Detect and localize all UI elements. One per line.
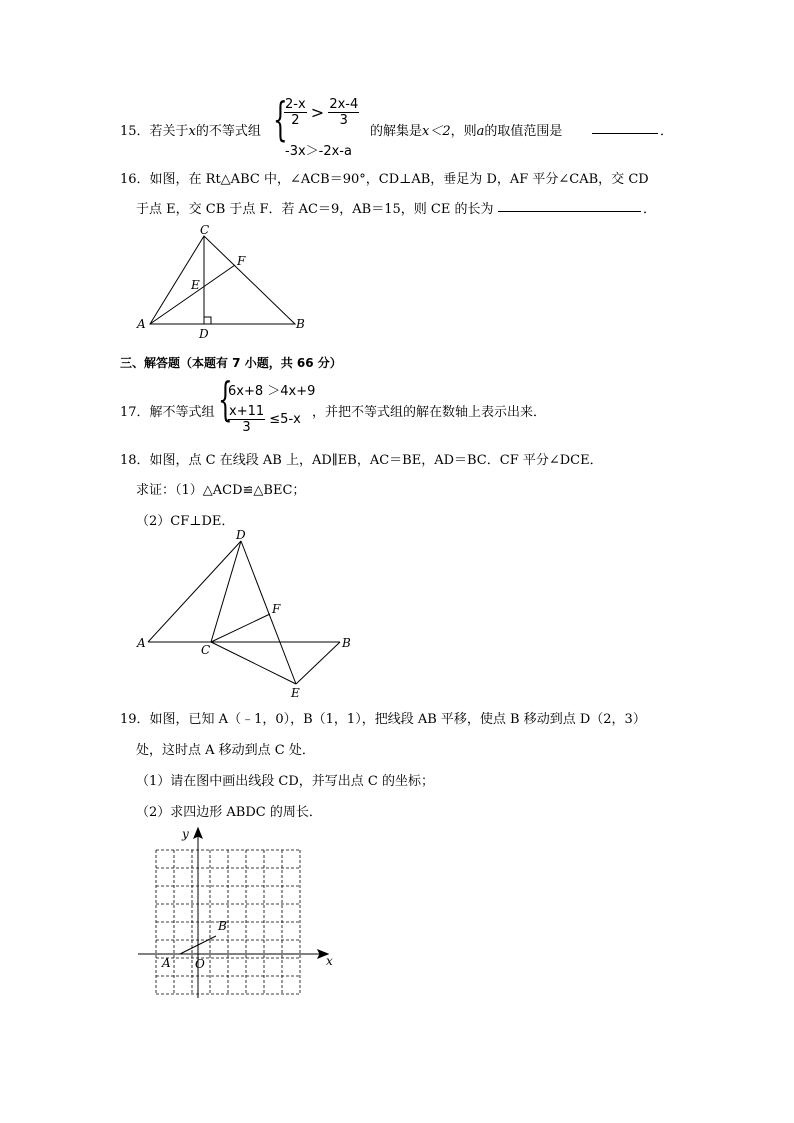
label-o: O (195, 957, 205, 971)
label-a: A (137, 636, 146, 650)
q16-answer-blank (498, 199, 641, 212)
segment-cd (211, 541, 241, 642)
q15-prefix: 15．若关于x的不等式组 (120, 124, 261, 139)
y-axis-arrow (194, 828, 202, 838)
q19-line-1: 19．如图，已知 A（﹣1，0），B（1，1），把线段 AB 平移，使点 B 移动到点 D（2，3） (120, 712, 646, 727)
q15-inequality-2: -3x＞-2x-a (285, 144, 352, 159)
segment-be (296, 642, 340, 684)
q15-suffix: 的解集是x＜2，则a的取值范围是 (370, 124, 563, 139)
right-angle-mark (204, 317, 211, 324)
q19-line-2: 处，这时点 A 移动到点 C 处． (136, 743, 315, 758)
q19-line-4: （2）求四边形 ABDC 的周长． (136, 805, 322, 820)
q19-line-3: （1）请在图中画出线段 CD，并写出点 C 的坐标； (136, 774, 434, 789)
label-c: C (201, 643, 211, 657)
label-f: F (272, 602, 281, 616)
segment-de (241, 541, 296, 684)
label-d: D (199, 327, 209, 341)
section-3-heading: 三、解答题（本题有 7 小题，共 66 分） (120, 356, 342, 370)
q19-coordinate-grid (130, 822, 340, 1000)
q17-inequality-1: 6x+8 ＞4x+9 (228, 384, 316, 399)
label-a: A (162, 956, 171, 970)
label-b: B (342, 636, 351, 650)
segment-ce (211, 642, 296, 684)
q15-brace: { (273, 92, 288, 146)
label-a: A (137, 317, 146, 331)
q18-line-2: 求证：（1）△ACD≌△BEC； (136, 483, 306, 498)
q17-prefix: 17．解不等式组 (120, 405, 215, 420)
q16-end: ． (643, 202, 657, 217)
segment-ad (148, 541, 241, 642)
segment-af (150, 265, 235, 324)
q18-line-3: （2）CF⊥DE． (136, 514, 235, 529)
q15-end: ． (660, 124, 674, 139)
label-e: E (291, 686, 300, 700)
label-e: E (191, 278, 200, 292)
q15-inequality-1: $\frac{2-x}{2}$ > $\frac{2x-4}{3}$ (285, 97, 359, 128)
label-c: C (200, 223, 210, 237)
label-b: B (296, 317, 305, 331)
q16-triangle-figure (130, 222, 320, 342)
label-f: F (237, 254, 246, 268)
triangle-abc (150, 236, 295, 324)
q18-line-1: 18．如图，点 C 在线段 AB 上，AD∥EB，AC＝BE，AD＝BC．CF 平分∠DCE． (120, 453, 603, 468)
q17-brace: { (218, 372, 233, 426)
q18-figure (130, 530, 360, 702)
q15-answer-blank (592, 121, 658, 134)
label-x: x (326, 954, 333, 968)
label-y: y (182, 827, 189, 841)
segment-cf (211, 614, 270, 642)
q17-suffix: ，并把不等式组的解在数轴上表示出来． (312, 405, 547, 420)
q16-line-2: 于点 E，交 CB 于点 F．若 AC＝9，AB＝15，则 CE 的长为 (136, 202, 494, 217)
q16-line-1: 16．如图，在 Rt△ABC 中，∠ACB＝90°，CD⊥AB，垂足为 D，AF 平分∠CAB，交 CD (120, 172, 649, 187)
q17-inequality-2: $\frac{x+11}{3}$ ≤5-x (229, 404, 301, 435)
grid-lines (156, 850, 300, 994)
label-b: B (218, 919, 227, 933)
label-d: D (236, 530, 246, 542)
